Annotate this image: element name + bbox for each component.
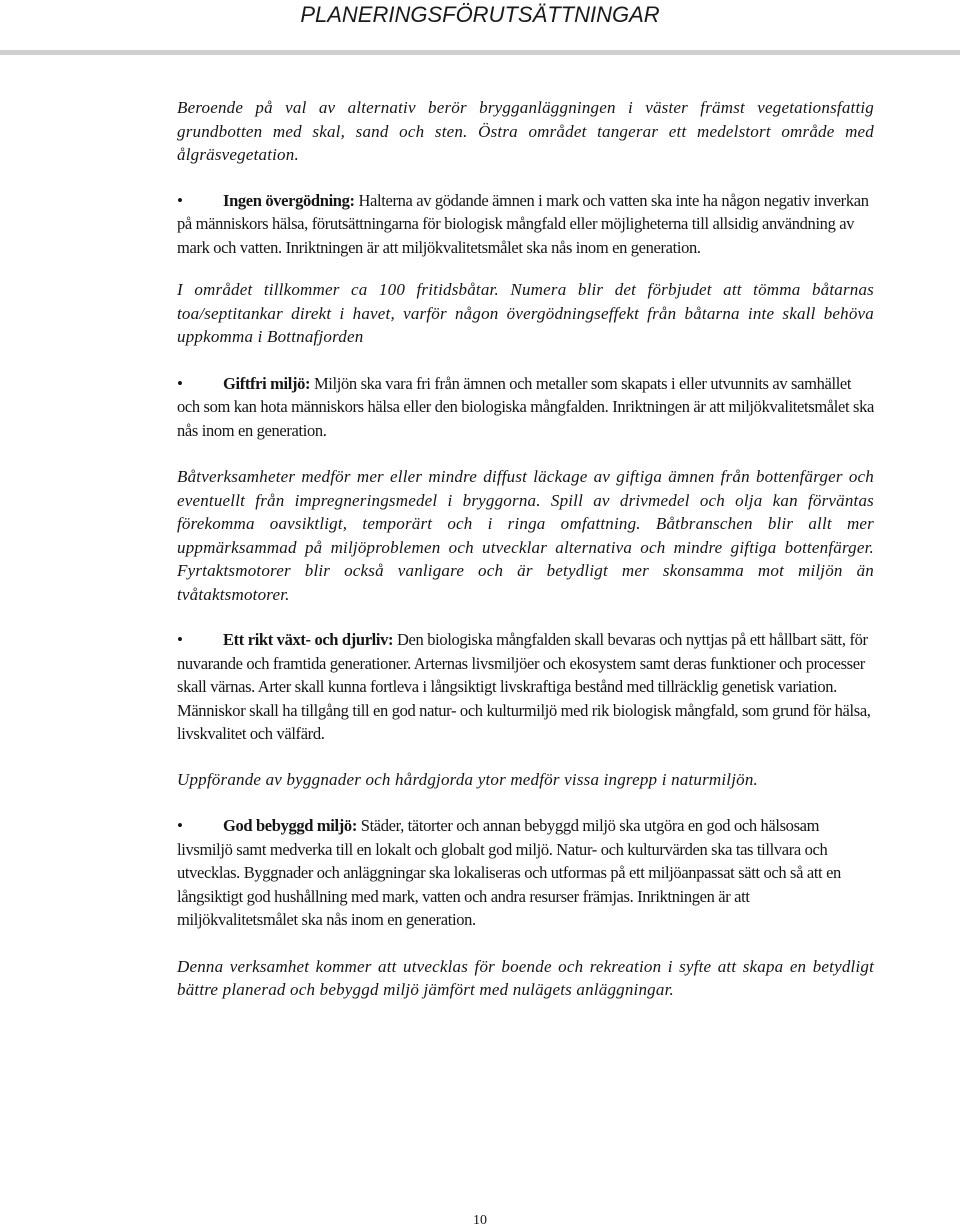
bullet-point: • [177,816,183,835]
paragraph-seabed: Beroende på val av alternativ berör brygganläggningen i väster främst vegetationsfattig grundbotten med skal, sand och sten. Östra området tangerar ett medelstort område med ålgräsvegetation. [177,98,874,164]
bullet-ingen-overgodning [177,189,874,260]
paragraph-fritidsbatar: I området tillkommer ca 100 fritidsbåtar. Numera blir det förbjudet att tömma båtarnas toa/septitankar direkt i havet, varför någon övergödningseffekt från båtarna inte skall behöva uppkomma i Bottnafjorden [177,280,874,346]
bullet-body: Den biologiska mångfalden skall bevaras och nyttjas på ett hållbart sätt, för nuvarande och framtida generationer. Arternas livsmiljöer och ekosystem samt deras funktioner och processer skall värnas. Arter skall kunna fortleva i långsiktigt livskraftiga bestånd med tillräcklig genetisk variation. Människor skall ha tillgång till en god natur- och kulturmiljö med rik biologisk mångfald, som grund för hälsa, livskvalitet och välfärd. [177,630,871,743]
bullet-text [177,372,874,443]
document-body [177,96,874,1002]
bullet-rikt-vaxt-djurliv [177,628,874,746]
bullet-body: Städer, tätorter och annan bebyggd miljö ska utgöra en god och hälsosam livsmiljö samt medverka till en lokalt och globalt god miljö. Natur- och kulturvärden ska tas tillvara och utvecklas. Byggnader och anläggningar ska lokaliseras och utformas på ett miljöanpassat sätt och så att en långsiktigt god hushållning med mark, vatten och andra resurser främjas. Inriktningen är att miljökvalitetsmålet ska nås inom en generation. [177,816,841,929]
bullet-text [177,628,874,746]
bullet-text [177,814,874,932]
header-title: PLANERINGSFÖRUTSÄTTNINGAR [300,2,660,27]
bullet-heading: Giftfri miljö: [223,373,311,393]
bullet-heading: Ett rikt växt- och djurliv: [223,630,394,649]
bullet-heading: God bebyggd miljö: [223,816,357,835]
page-header [0,0,960,52]
bullet-point: • [177,190,183,210]
bullet-god-bebyggd-miljo [177,814,874,932]
bullet-heading: Ingen övergödning: [223,190,355,210]
bullet-body: Miljön ska vara fri från ämnen och metaller som skapats i eller utvunnits av samhället och som kan hota människors hälsa eller den biologiska mångfalden. Inriktningen är att miljökvalitetsmålet ska nås inom en generation. [177,373,874,440]
bullet-giftfri-miljo [177,372,874,443]
paragraph-batverksamheter: Båtverksamheter medför mer eller mindre diffust läckage av giftiga ämnen från bottenfärger och eventuellt från impregneringsmedel i bryggorna. Spill av drivmedel och olja kan förväntas förekomma oavsiktligt, temporärt och i ringa omfattning. Båtbranschen blir allt mer uppmärksammad på miljöproblemen och utvecklar alternativa och mindre giftiga bottenfärger. Fyrtaktsmotorer blir också vanligare och är betydligt mer skonsamma mot miljön än tvåtaktsmotorer. [177,467,874,604]
page-number: 10 [473,1213,487,1228]
bullet-text [177,189,874,260]
bullet-body: Halterna av gödande ämnen i mark och vatten ska inte ha någon negativ inverkan på människors hälsa, förutsättningarna för biologisk mångfald eller möjligheterna till allsidig användning av mark och vatten. Inriktningen är att miljökvalitetsmålet ska nås inom en generation. [177,190,869,257]
bullet-point: • [177,373,183,393]
bullet-point: • [177,630,183,649]
header-divider [0,50,960,55]
paragraph-verksamhet: Denna verksamhet kommer att utvecklas för boende och rekreation i syfte att skapa en betydligt bättre planerad och bebyggd miljö jämfört med nulägets anläggningar. [177,956,874,999]
paragraph-byggnader: Uppförande av byggnader och hårdgjorda ytor medför vissa ingrepp i naturmiljön. [177,769,759,789]
